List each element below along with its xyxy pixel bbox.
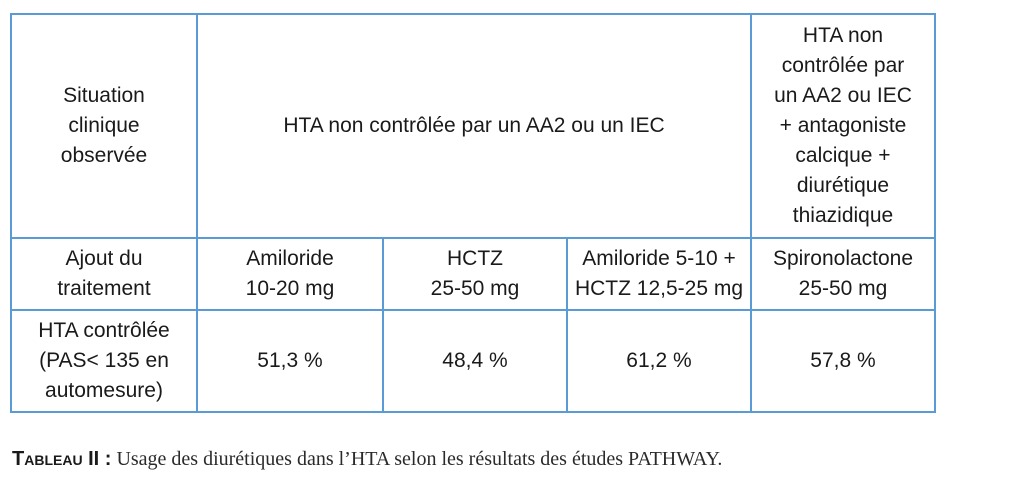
- cell-text: HTA non contrôlée par un AA2 ou un IEC: [283, 114, 665, 137]
- cell-text: Amiloride 5-10 +: [582, 247, 736, 270]
- cell-text: diurétique: [796, 174, 890, 197]
- value-cell-combo: 61,2 %: [567, 310, 751, 412]
- treatment-label-cell: [11, 238, 197, 310]
- table-row-controlled: [11, 310, 935, 412]
- cell-text: 10-20 mg: [245, 277, 335, 300]
- cell-text: traitement: [57, 277, 151, 300]
- value-cell-amiloride: 51,3 %: [197, 310, 383, 412]
- group1-header-cell: [197, 14, 751, 238]
- table-row-situation: [11, 14, 935, 238]
- cell-text: Situation: [63, 84, 145, 107]
- caption-label: Tableau II :: [12, 448, 112, 470]
- cell-text: HTA non: [802, 24, 884, 47]
- cell-text: thiazidique: [792, 204, 894, 227]
- cell-text: HTA contrôlée: [38, 319, 170, 342]
- cell-text: observée: [60, 144, 148, 167]
- treatment-cell-hctz: [383, 238, 567, 310]
- results-table-container: [10, 13, 936, 413]
- cell-text: Spironolactone: [772, 247, 914, 270]
- value-cell-hctz: 48,4 %: [383, 310, 567, 412]
- table-row-treatment: [11, 238, 935, 310]
- cell-text: Ajout du: [65, 247, 143, 270]
- cell-text: HCTZ 12,5-25 mg: [574, 277, 744, 300]
- treatment-cell-combo: [567, 238, 751, 310]
- treatment-cell-amiloride: [197, 238, 383, 310]
- cell-text: + antagoniste: [779, 114, 907, 137]
- results-table: [10, 13, 936, 413]
- group2-header-cell: [751, 14, 935, 238]
- cell-text: un AA2 ou IEC: [774, 84, 912, 107]
- cell-text: calcique +: [795, 144, 891, 167]
- cell-text: 25-50 mg: [798, 277, 888, 300]
- value-cell-spironolactone: 57,8 %: [751, 310, 935, 412]
- cell-text: HCTZ: [447, 247, 503, 270]
- situation-label-cell: [11, 14, 197, 238]
- cell-text: Amiloride: [246, 247, 334, 270]
- table-caption: [12, 448, 722, 471]
- caption-text: Usage des diurétiques dans l’HTA selon les résultats des études PATHWAY.: [111, 448, 723, 470]
- cell-text: automesure): [45, 379, 163, 402]
- cell-text: (PAS< 135 en: [39, 349, 169, 372]
- treatment-cell-spironolactone: [751, 238, 935, 310]
- cell-text: contrôlée par: [781, 54, 905, 77]
- cell-text: 25-50 mg: [430, 277, 520, 300]
- controlled-label-cell: [11, 310, 197, 412]
- cell-text: clinique: [68, 114, 140, 137]
